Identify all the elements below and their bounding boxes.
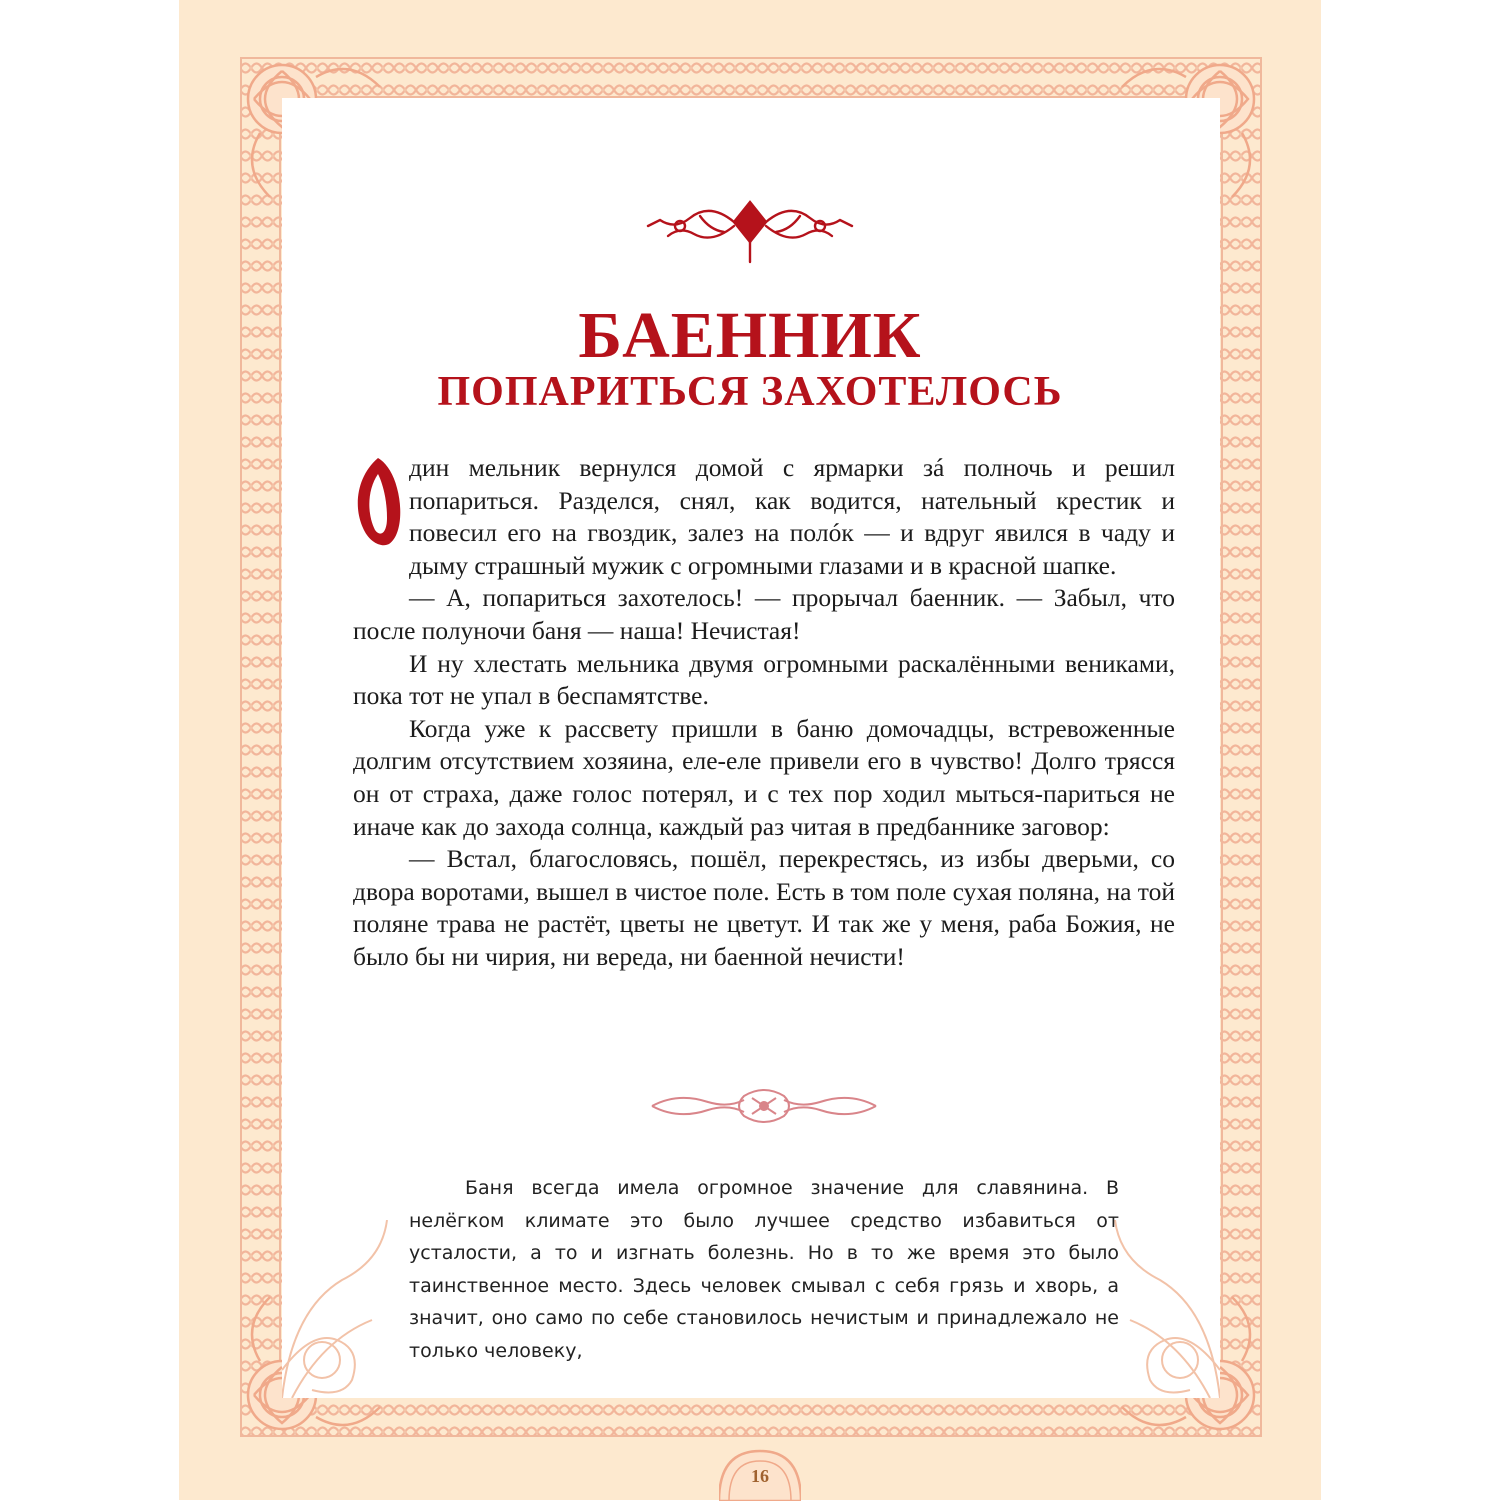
divider-ornament xyxy=(648,1088,880,1124)
historical-note xyxy=(409,1172,1119,1368)
story-text xyxy=(353,452,1175,974)
story-paragraph: — А, попариться захотелось! — прорычал баенник. — Забыл, что после полуночи баня — наша! Нечистая! xyxy=(353,583,1175,645)
dropcap-o-glyph xyxy=(351,454,405,550)
page-subtitle: ПОПАРИТЬСЯ ЗАХОТЕЛОСЬ xyxy=(437,369,1063,415)
story-paragraph: — Встал, благословясь, пошёл, перекрестясь, из избы дверьми, со двора воротами, вышел в чистое поле. Есть в том поле сухая поляна, на той поляне трава не растёт, цветы не цветут. И так же у меня, раба Божия, не было бы ни чирия, ни вереда, ни баенной нечисти! xyxy=(353,844,1175,971)
story-paragraph: И ну хлестать мельника двумя огромными раскалёнными вениками, пока тот не упал в беспамятстве. xyxy=(353,648,1175,711)
dropcap xyxy=(351,454,405,550)
story-paragraph: Когда уже к рассвету пришли в баню домочадцы, встревоженные долгим отсутствием хозяина, еле-еле привели его в чувство! Долго трясся он от страха, даже голос потерял, и с тех пор ходил мыться-париться не иначе как до захода солнца, каждый раз читая в предбаннике заговор: xyxy=(353,713,1175,841)
note-paragraph: Баня всегда имела огромное значение для славянина. В нелёгком климате это было лучшее средство избавиться от усталости, а то и изгнать болезнь. Но в то же время это было таинственное место. Здесь человек смывал с себя грязь и хворь, а значит, оно само по себе становилось нечистым и принадлежало не только человеку, xyxy=(409,1177,1119,1362)
page-title: БАЕННИК xyxy=(578,299,922,372)
bottom-left-knot-ornament xyxy=(282,1220,392,1398)
story-paragraph: дин мельник вернулся домой с ярмарки зá полночь и решил попариться. Разделся, снял, как водится, нательный крестик и повесил его на гвоздик, залез на полóк — и вдруг явился в чаду и дыму страшный мужик с огромными глазами и в красной шапке. xyxy=(409,453,1175,580)
bottom-right-knot-ornament xyxy=(1110,1220,1220,1398)
page-number: 16 xyxy=(751,1466,769,1486)
top-ornament xyxy=(640,196,860,266)
